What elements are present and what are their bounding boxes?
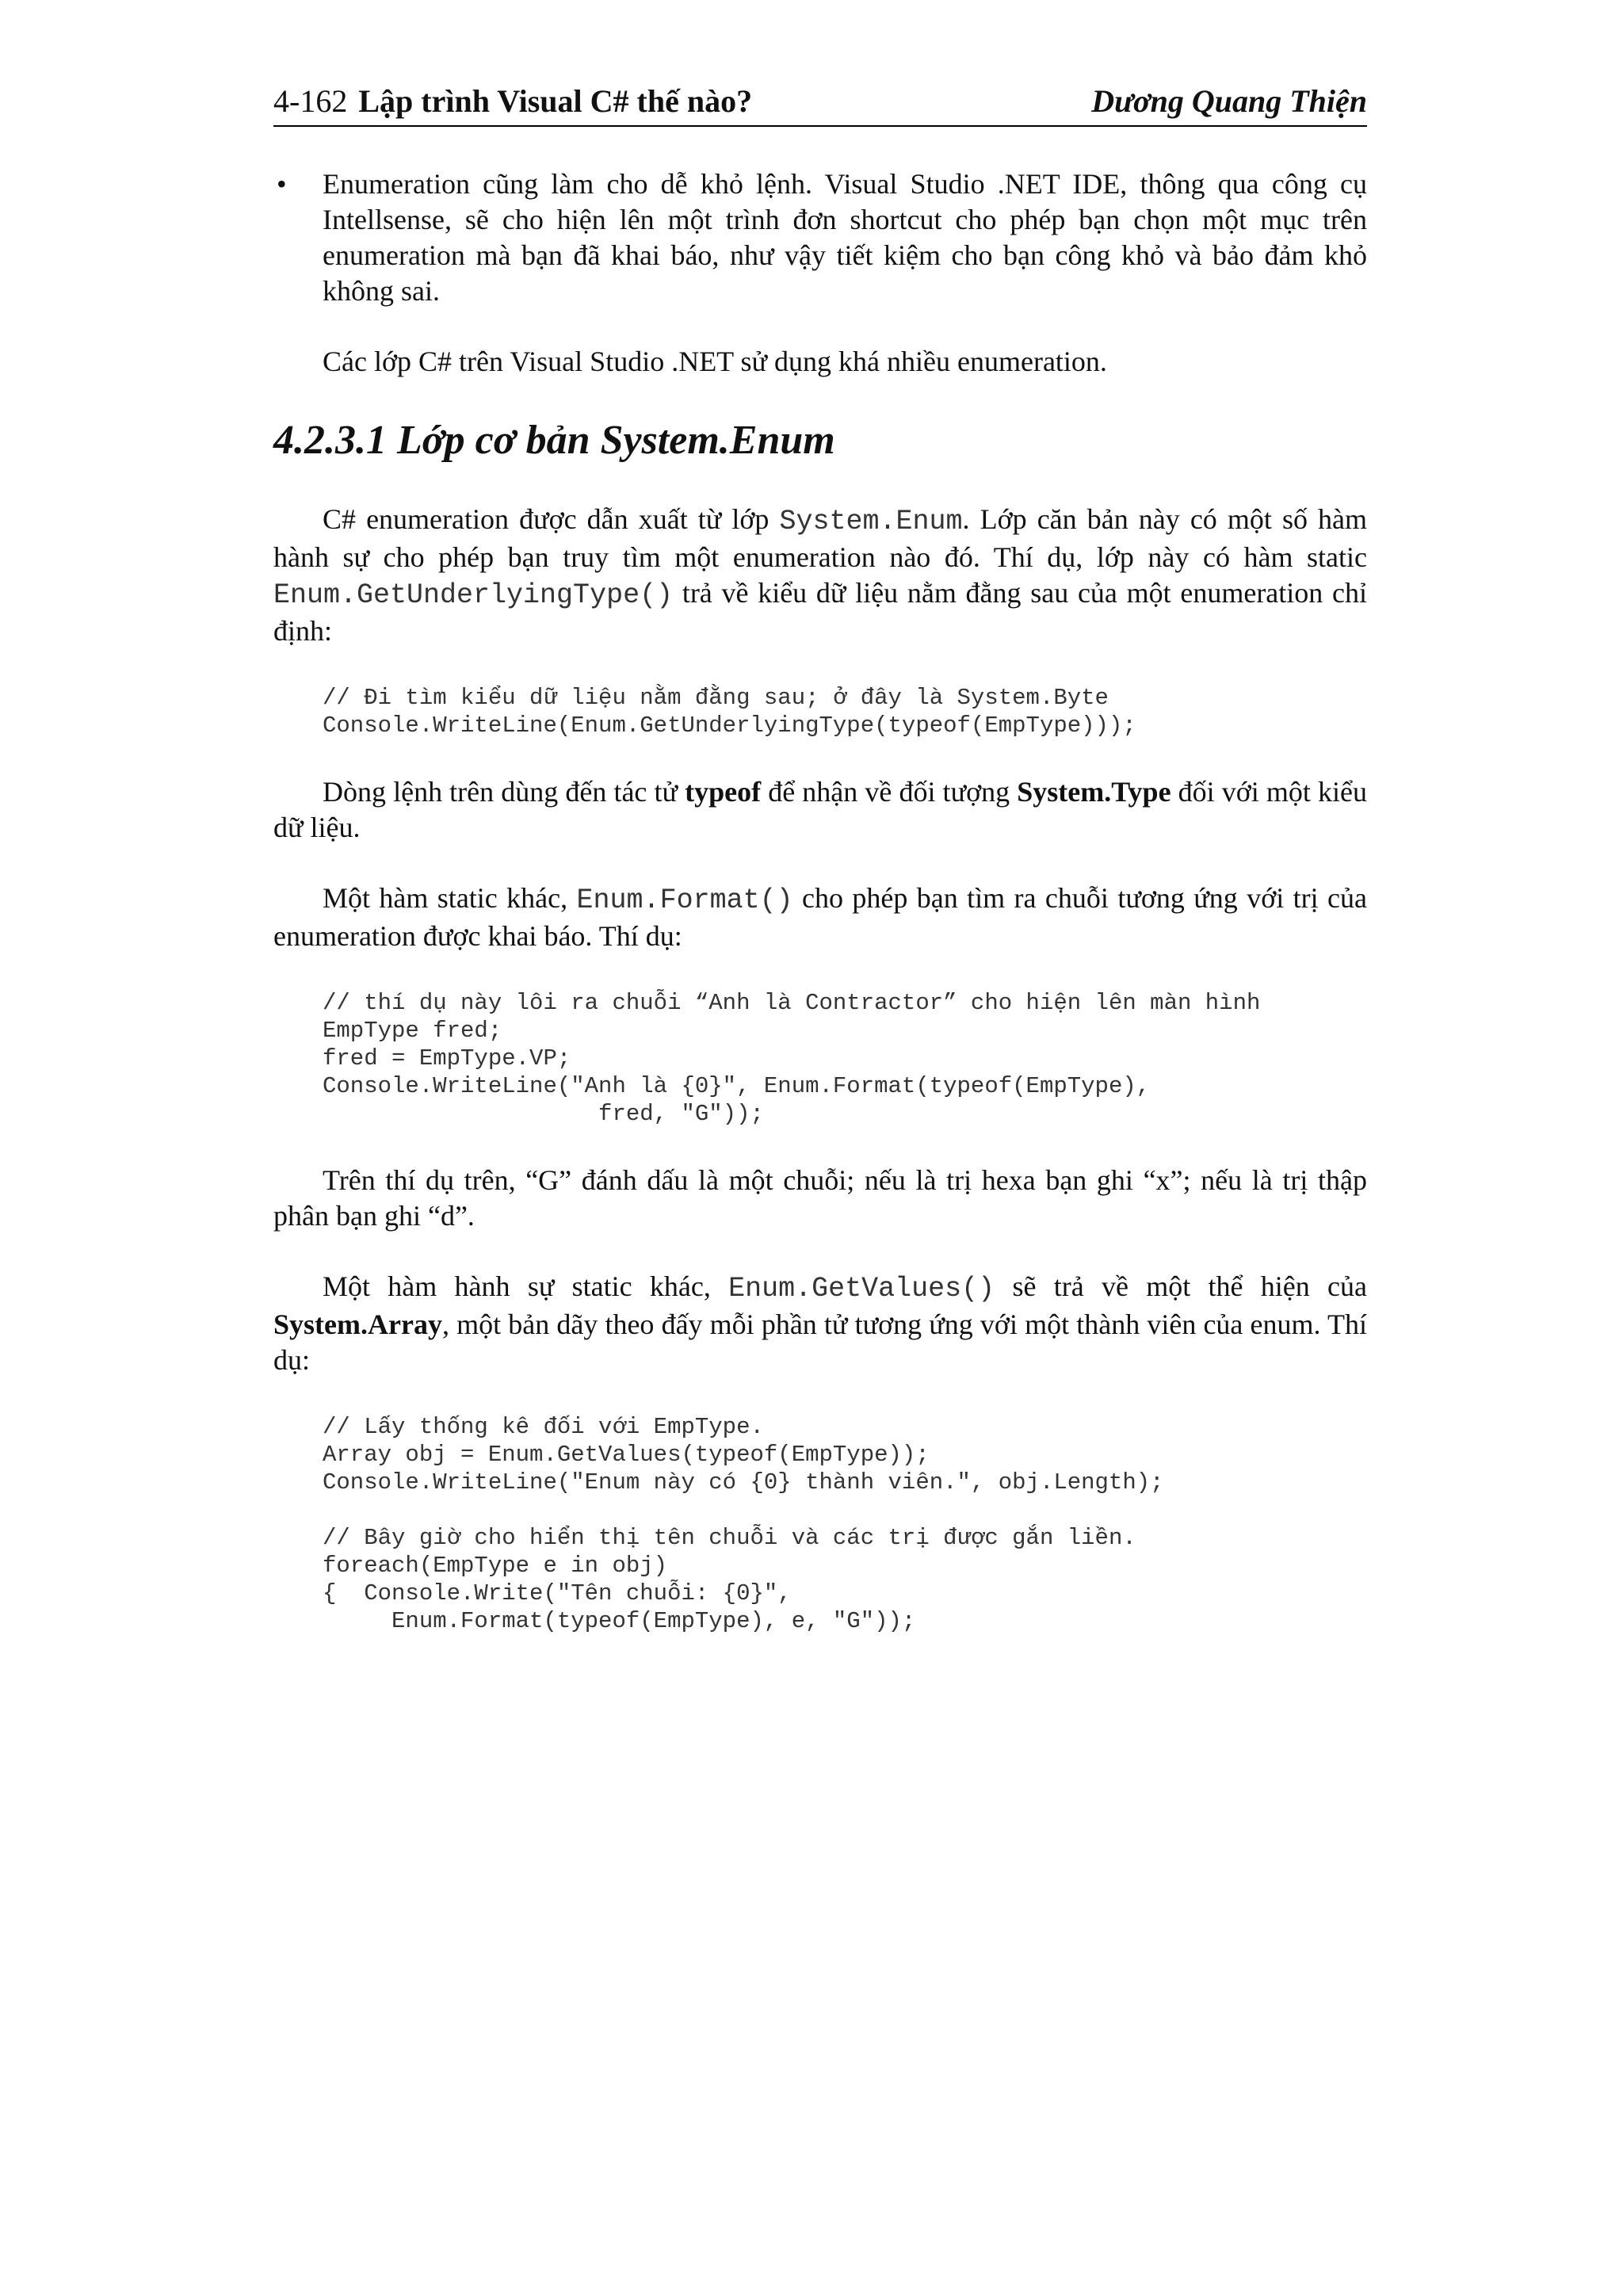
typeof-keyword: typeof bbox=[685, 776, 762, 808]
intro-code-system-enum: System.Enum bbox=[779, 506, 963, 537]
intro-text-1: C# enumeration được dẫn xuất từ lớp bbox=[323, 503, 780, 535]
bullet-dot-icon: • bbox=[277, 168, 287, 200]
header-left bbox=[273, 79, 752, 124]
code-block-format: // thí dụ này lôi ra chuỗi “Anh là Contractor” cho hiện lên màn hình EmpType fred; fred = EmpType.VP; Console.WriteLine("Anh là {0}", Enum.Format(typeof(EmpType), fred, "G")); bbox=[323, 990, 1261, 1127]
format-text-2: cho phép bạn tìm ra chuỗi tương ứng với trị của enumeration được khai báo. Thí dụ: bbox=[273, 882, 1367, 952]
page-number: 4-162 bbox=[273, 83, 348, 119]
getvalues-text-1: Một hàm hành sự static khác, bbox=[323, 1270, 729, 1302]
getvalues-code: Enum.GetValues() bbox=[728, 1273, 995, 1305]
paragraph-typeof bbox=[273, 774, 1367, 846]
typeof-text-2: để nhận về đối tượng bbox=[761, 776, 1018, 808]
paragraph-getvalues bbox=[273, 1269, 1367, 1378]
typeof-text-1: Dòng lệnh trên dùng đến tác tử bbox=[323, 776, 685, 808]
book-title: Lập trình Visual C# thế nào? bbox=[358, 83, 753, 119]
typeof-text-3: đối với một kiểu dữ liệu. bbox=[273, 776, 1367, 843]
intro-text-3: trả về kiểu dữ liệu nằm đằng sau của một enumeration chỉ định: bbox=[273, 577, 1367, 647]
section-heading: 4.2.3.1 Lớp cơ bản System.Enum bbox=[273, 418, 835, 463]
intro-code-getunderlyingtype: Enum.GetUnderlyingType() bbox=[273, 579, 674, 611]
code-block-underlying-type: // Đi tìm kiểu dữ liệu nằm đằng sau; ở đây là System.Byte Console.WriteLine(Enum.GetUnderlyingType(typeof(EmpType))); bbox=[323, 685, 1136, 739]
format-code-enum-format: Enum.Format() bbox=[576, 884, 793, 916]
paragraph-g-format: Trên thí dụ trên, “G” đánh dấu là một chuỗi; nếu là trị hexa bạn ghi “x”; nếu là trị thập phân bạn ghi “d”. bbox=[273, 1164, 1367, 1232]
intro-text-2: . Lớp căn bản này có một số hàm hành sự cho phép bạn truy tìm một enumeration nào đó. Thí dụ, lớp này có hàm static bbox=[273, 503, 1368, 573]
getvalues-text-2: sẽ trả về một thể hiện của bbox=[995, 1270, 1367, 1302]
format-text-1: Một hàm static khác, bbox=[323, 882, 577, 914]
page-header bbox=[273, 79, 1367, 124]
bullet-item bbox=[273, 166, 1367, 309]
bullet-text: Enumeration cũng làm cho dễ khỏ lệnh. Visual Studio .NET IDE, thông qua công cụ Intellsense, sẽ cho hiện lên một trình đơn shortcut cho phép bạn chọn một mục trên enumeration mà bạn đã khai báo, như vậy tiết kiệm cho bạn công khỏ và bảo đảm khỏ không sai. bbox=[323, 168, 1367, 307]
system-type-keyword: System.Type bbox=[1017, 776, 1171, 808]
getvalues-text-3: , một bản dãy theo đấy mỗi phần tử tương ứng với một thành viên của enum. Thí dụ: bbox=[273, 1308, 1367, 1376]
code-block-getvalues: // Lấy thống kê đối với EmpType. Array obj = Enum.GetValues(typeof(EmpType)); Console.WriteLine("Enum này có {0} thành viên.", obj.Length); // Bây giờ cho hiển thị tên chuỗi và các trị được gắn liền. foreach(EmpType e in obj) { Console.Write("Tên chuỗi: {0}", Enum.Format(typeof(EmpType), e, "G")); bbox=[323, 1414, 1164, 1634]
paragraph-intro bbox=[273, 502, 1367, 649]
page-body bbox=[273, 166, 1367, 1635]
paragraph-format bbox=[273, 881, 1367, 954]
header-divider bbox=[273, 125, 1367, 127]
author-name: Dương Quang Thiện bbox=[1091, 83, 1367, 119]
paragraph-classes: Các lớp C# trên Visual Studio .NET sử dụng khá nhiều enumeration. bbox=[323, 346, 1107, 377]
system-array-keyword: System.Array bbox=[273, 1308, 442, 1340]
